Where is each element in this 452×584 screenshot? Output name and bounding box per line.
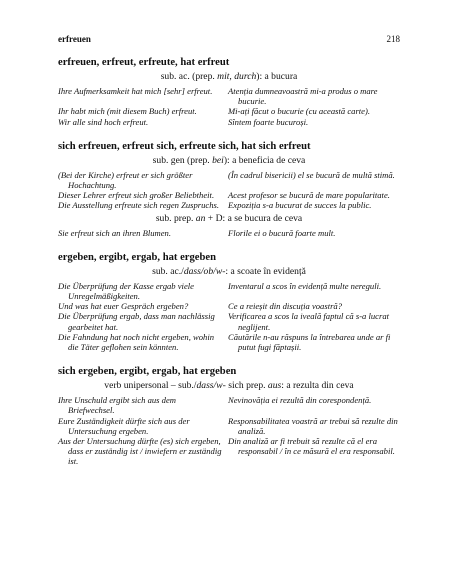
example-de: Ihre Unschuld ergibt sich aus dem Briefwechsel. bbox=[58, 395, 176, 416]
example-ro: Căutările n-au răspuns la întrebarea unde ar fi putut fugi făptașii. bbox=[228, 331, 391, 353]
page-header bbox=[58, 34, 400, 44]
example-ro: Inventarul a scos în evidență multe nereguli. bbox=[228, 280, 382, 291]
example-ro: Responsabilitatea voastră ar trebui să rezulte din analiză. bbox=[228, 415, 398, 436]
entry-ergeben bbox=[58, 252, 400, 352]
gov-prep: bei bbox=[212, 154, 224, 166]
government-line bbox=[58, 155, 400, 166]
example-row bbox=[58, 228, 400, 238]
example-row bbox=[58, 117, 400, 127]
example-de: Ihr habt mich (mit diesem Buch) erfreut. bbox=[58, 106, 197, 117]
example-de: Aus der Untersuchung dürfte (es) sich ergeben, dass er zuständig ist / inwiefern er zuständig ist. bbox=[58, 436, 222, 467]
gov-meaning: : a rezulta din ceva bbox=[281, 380, 354, 392]
gov-text-mid: sich prep. bbox=[225, 380, 268, 392]
gov-meaning: : a scoate în evidență bbox=[225, 265, 306, 277]
gov-meaning: ): a bucura bbox=[256, 71, 298, 82]
example-row bbox=[58, 311, 400, 331]
gov-text: sub. ac. (prep. bbox=[160, 71, 218, 82]
example-de: Dieser Lehrer erfreut sich großer Beliebtheit. bbox=[58, 190, 215, 201]
gov-prep: dass/ob/w- bbox=[183, 265, 226, 277]
example-row bbox=[58, 86, 400, 106]
example-ro: Sîntem foarte bucuroși. bbox=[228, 116, 309, 127]
example-de: Eure Zuständigkeit dürfte sich aus der Untersuchung ergeben. bbox=[58, 415, 190, 436]
example-ro: Acest profesor se bucură de mare popularitate. bbox=[228, 190, 390, 201]
example-row bbox=[58, 395, 400, 415]
example-de: Die Ausstellung erfreute sich regen Zuspruchs. bbox=[58, 200, 220, 211]
example-de: Sie erfreut sich an ihren Blumen. bbox=[58, 227, 171, 238]
example-row bbox=[58, 170, 400, 190]
gov-text: sub. gen (prep. bbox=[152, 154, 213, 166]
example-row bbox=[58, 190, 400, 200]
government-line bbox=[58, 380, 400, 391]
gov-text: sub. prep. bbox=[155, 212, 196, 224]
example-ro: Verificarea a scos la iveală faptul că s-a lucrat neglijent. bbox=[228, 311, 390, 332]
government-line bbox=[58, 266, 400, 277]
example-ro: Atenția dumneavoastră mi-a produs o mare bucurie. bbox=[228, 86, 378, 107]
page-number: 218 bbox=[386, 34, 400, 44]
running-head: erfreuen bbox=[58, 34, 91, 44]
example-de: (Bei der Kirche) erfreut er sich größter Hochachtung. bbox=[58, 169, 193, 191]
example-row bbox=[58, 436, 400, 467]
gov-prep: aus bbox=[267, 380, 282, 392]
example-ro: Nevinovăția ei rezultă din corespondență. bbox=[228, 395, 372, 406]
gov-meaning: ): a beneficia de ceva bbox=[223, 154, 306, 166]
entry-headword: sich ergeben, ergibt, ergab, hat ergeben bbox=[58, 366, 237, 378]
example-de: Die Fahndung hat noch nicht ergeben, wohin die Täter geflohen sein könnten. bbox=[58, 331, 215, 353]
example-ro: Din analiză ar fi trebuit să rezulte că el era responsabil / în ce măsură el era responsabil. bbox=[228, 436, 395, 457]
entry-sich-erfreuen bbox=[58, 141, 400, 238]
entry-erfreuen bbox=[58, 57, 400, 127]
example-ro: Ce a reieșit din discuția voastră? bbox=[228, 301, 343, 312]
entry-headword: ergeben, ergibt, ergab, hat ergeben bbox=[58, 251, 216, 263]
example-ro: Mi-ați făcut o bucurie (cu această carte). bbox=[228, 106, 370, 117]
government-line bbox=[58, 71, 400, 82]
example-row bbox=[58, 416, 400, 436]
example-row bbox=[58, 200, 400, 210]
example-ro: Florile ei o bucură foarte mult. bbox=[228, 227, 336, 238]
gov-text: verb unipersonal – sub./ bbox=[104, 380, 197, 392]
gov-prep: an bbox=[195, 212, 206, 224]
government-line bbox=[58, 213, 400, 224]
entry-headword: erfreuen, erfreut, erfreute, hat erfreut bbox=[58, 57, 230, 68]
entry-sich-ergeben bbox=[58, 366, 400, 466]
entry-headword: sich erfreuen, erfreut sich, erfreute sich, hat sich erfreut bbox=[58, 140, 311, 152]
example-row bbox=[58, 301, 400, 311]
example-row bbox=[58, 106, 400, 116]
example-de: Die Überprüfung der Kasse ergab viele Unregelmäßigkeiten. bbox=[58, 280, 194, 302]
example-row bbox=[58, 281, 400, 301]
example-de: Ihre Aufmerksamkeit hat mich [sehr] erfreut. bbox=[58, 86, 213, 96]
gov-meaning: + D: a se bucura de ceva bbox=[205, 212, 303, 224]
example-row bbox=[58, 332, 400, 352]
gov-prep: dass/w- bbox=[196, 380, 226, 392]
example-ro: (În cadrul bisericii) el se bucură de multă stimă. bbox=[228, 169, 395, 180]
example-de: Wir alle sind hoch erfreut. bbox=[58, 116, 149, 127]
example-de: Die Überprüfung ergab, dass man nachlässig gearbeitet hat. bbox=[58, 311, 215, 332]
example-de: Und was hat euer Gespräch ergeben? bbox=[58, 301, 189, 312]
gov-text: sub. ac./ bbox=[152, 265, 184, 277]
gov-prep: mit, durch bbox=[217, 71, 257, 82]
example-ro: Expoziția s-a bucurat de succes la public. bbox=[228, 200, 372, 211]
